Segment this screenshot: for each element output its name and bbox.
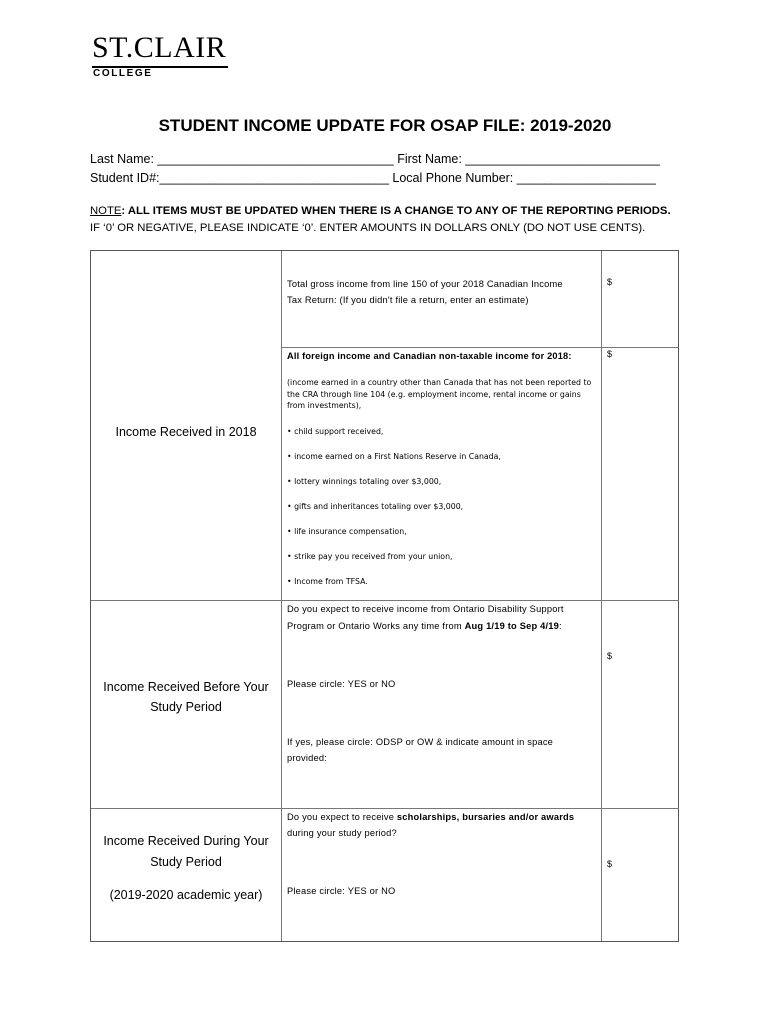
table-col-divider-1 xyxy=(281,251,282,941)
note-line-2: IF ‘0’ OR NEGATIVE, PLEASE INDICATE ‘0’. ENTER AMOUNTS IN DOLLARS ONLY (DO NOT USE CENTS). xyxy=(90,222,646,234)
bullet-item: • lottery winnings totaling over $3,000, xyxy=(287,477,442,486)
total-income-amount-field[interactable]: $ xyxy=(607,277,613,287)
odsp-question-dates: Aug 1/19 to Sep 4/19 xyxy=(464,621,560,631)
odsp-question-line-2 xyxy=(287,618,587,634)
total-income-line-2: Tax Return: (If you didn't file a return, enter an estimate) xyxy=(287,295,529,305)
logo-subtitle: COLLEGE xyxy=(93,68,153,79)
note-line-1 xyxy=(90,205,671,217)
odsp-circle-yes-no[interactable]: Please circle: YES or NO xyxy=(287,679,396,689)
foreign-income-heading: All foreign income and Canadian non-taxable income for 2018: xyxy=(287,351,572,361)
note-colon: : xyxy=(121,205,128,217)
awards-question-text: Do you expect to receive xyxy=(287,812,397,822)
bullet-item: • gifts and inheritances totaling over $3,000, xyxy=(287,502,464,511)
bullet-item: • life insurance compensation, xyxy=(287,527,407,536)
odsp-question-line-1: Do you expect to receive income from Ontario Disability Support xyxy=(287,604,564,614)
form-title: STUDENT INCOME UPDATE FOR OSAP FILE: 2019-2020 xyxy=(158,116,612,135)
note-bold-text: ALL ITEMS MUST BE UPDATED WHEN THERE IS A CHANGE TO ANY OF THE REPORTING PERIODS. xyxy=(127,205,671,217)
awards-question-line-2: during your study period? xyxy=(287,828,397,838)
awards-circle-yes-no[interactable]: Please circle: YES or NO xyxy=(287,886,396,896)
name-fields-line: Last Name: __________________________________ First Name: ____________________________ xyxy=(90,152,660,166)
foreign-income-note: (income earned in a country other than Canada that has not been reported to the CRA through line 104 (e.g. employment income, rental income or gains from investments), xyxy=(287,378,592,410)
odsp-if-yes-line-2: provided: xyxy=(287,753,328,763)
row-label-before-study-2: Study Period xyxy=(150,700,222,714)
odsp-question-text: Program or Ontario Works any time from xyxy=(287,621,465,631)
odsp-question-colon: : xyxy=(559,621,562,631)
table-col-divider-2 xyxy=(601,251,602,941)
logo-wordmark: ST.CLAIR xyxy=(92,31,227,64)
college-logo xyxy=(92,32,232,80)
total-income-line-1: Total gross income from line 150 of your 2018 Canadian Income xyxy=(287,279,563,289)
row-label-during-study-1: Income Received During Your xyxy=(103,834,269,848)
bullet-item: • Income from TFSA. xyxy=(287,577,368,586)
bullet-item: • child support received, xyxy=(287,427,384,436)
awards-amount-field[interactable]: $ xyxy=(607,859,613,869)
awards-question-bold: scholarships, bursaries and/or awards xyxy=(396,812,575,822)
bullet-item: • income earned on a First Nations Reserve in Canada, xyxy=(287,452,501,461)
foreign-income-amount-field[interactable]: $ xyxy=(607,349,613,359)
row-label-during-study-2: Study Period xyxy=(150,855,222,869)
row-label-academic-year: (2019-2020 academic year) xyxy=(109,888,263,902)
awards-question-line-1 xyxy=(287,809,587,825)
odsp-amount-field[interactable]: $ xyxy=(607,651,613,661)
bullet-item: • strike pay you received from your union, xyxy=(287,552,453,561)
id-phone-fields-line: Student ID#:_________________________________ Local Phone Number: ____________________ xyxy=(90,171,656,185)
odsp-if-yes-line-1: If yes, please circle: ODSP or OW & indicate amount in space xyxy=(287,737,554,747)
row-label-before-study-1: Income Received Before Your xyxy=(103,680,269,694)
income-table xyxy=(90,250,679,942)
note-prefix: NOTE xyxy=(90,205,122,217)
row-label-2018: Income Received in 2018 xyxy=(115,425,257,439)
